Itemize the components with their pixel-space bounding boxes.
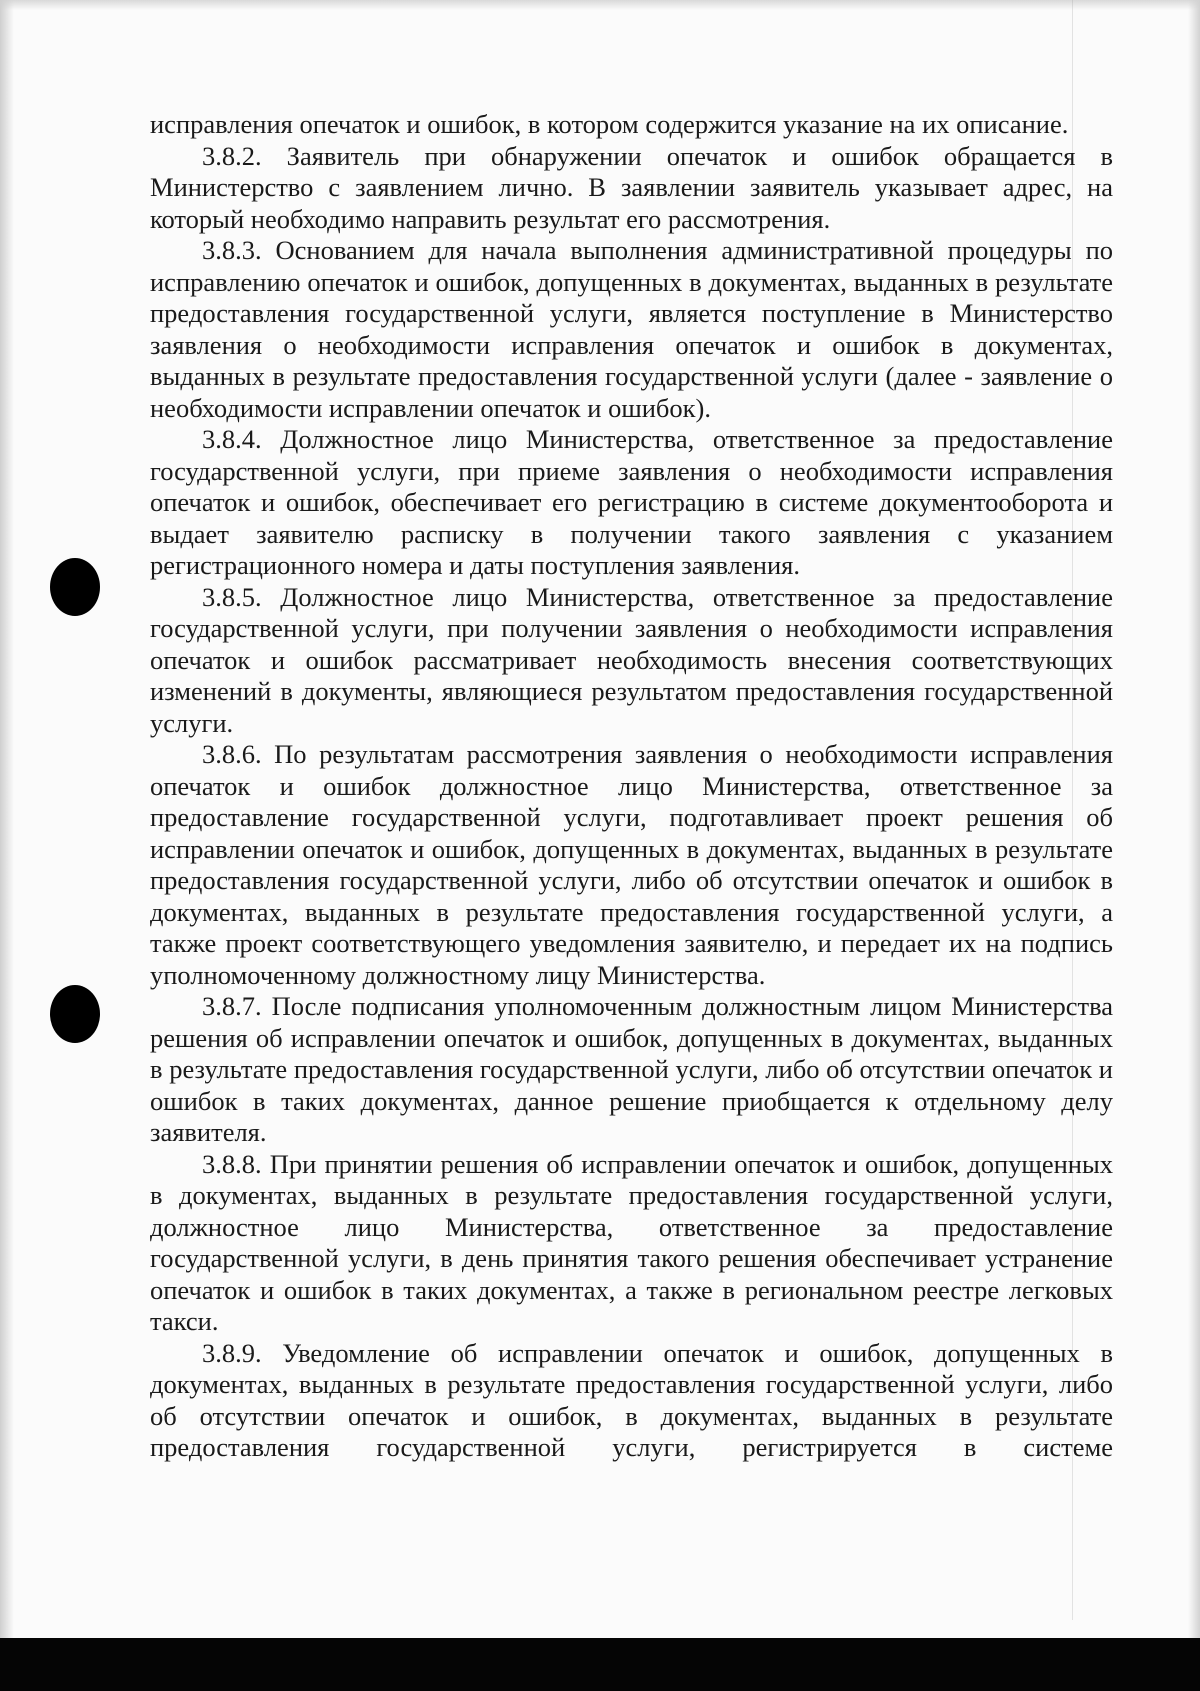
paragraph-3-8-4: 3.8.4. Должностное лицо Министерства, ответственное за предоставление государственной услуги, при приеме заявления о необходимости исправления опечаток и ошибок, обеспечивает его регистрацию в системе документооборота и выдает заявителю расписку в получении такого заявления с указанием регистрационного номера и даты поступления заявления. (150, 424, 1113, 580)
scan-edge-left (0, 0, 14, 1691)
scan-bottom-border (0, 1638, 1200, 1691)
paragraph-3-8-5: 3.8.5. Должностное лицо Министерства, ответственное за предоставление государственной услуги, при получении заявления о необходимости исправления опечаток и ошибок рассматривает необходимость внесения соответствующих изменений в документы, являющиеся результатом предоставления государственной услуги. (150, 581, 1113, 738)
scan-edge-right (1188, 0, 1200, 1691)
paragraph-3-8-8: 3.8.8. При принятии решения об исправлении опечаток и ошибок, допущенных в документах, выданных в результате предоставления государственной услуги, должностное лицо Министерства, ответственное за предоставление государственной услуги, в день принятия такого решения обеспечивает устранение опечаток и ошибок в таких документах, а также в региональном реестре легковых такси. (150, 1148, 1113, 1336)
paragraph-3-8-6: 3.8.6. По результатам рассмотрения заявления о необходимости исправления опечаток и ошибок должностное лицо Министерства, ответственное за предоставление государственной услуги, подготавливает проект решения об исправлении опечаток и ошибок, допущенных в документах, выданных в результате предоставления государственной услуги, либо об отсутствии опечаток и ошибок в документах, выданных в результате предоставления государственной услуги, а также проект соответствующего уведомления заявителю, и передает их на подпись уполномоченному должностному лицу Министерства. (150, 739, 1113, 990)
paragraph-3-8-9: 3.8.9. Уведомление об исправлении опечаток и ошибок, допущенных в документах, выданных в результате предоставления государственной услуги, либо об отсутствии опечаток и ошибок, в документах, выданных в результате предоставления государственной услуги, регистрируется в системе (150, 1337, 1113, 1462)
paragraph-3-8-2: 3.8.2. Заявитель при обнаружении опечаток и ошибок обращается в Министерство с заявлением лично. В заявлении заявитель указывает адрес, на который необходимо направить результат его рассмотрения. (150, 140, 1113, 234)
paragraph-3-8-3: 3.8.3. Основанием для начала выполнения административной процедуры по исправлению опечаток и ошибок, допущенных в документах, выданных в результате предоставления государственной услуги, является поступление в Министерство заявления о необходимости исправления опечаток и ошибок в документах, выданных в результате предоставления государственной услуги (далее - заявление о необходимости исправлении опечаток и ошибок). (150, 235, 1113, 423)
document-body (150, 109, 1113, 1464)
punch-hole (50, 985, 100, 1043)
paragraph-continuation: исправления опечаток и ошибок, в котором содержится указание на их описание. (150, 109, 1069, 139)
scan-edge-top (0, 0, 1200, 10)
punch-hole (50, 558, 100, 616)
paragraph-3-8-7: 3.8.7. После подписания уполномоченным должностным лицом Министерства решения об исправлении опечаток и ошибок, допущенных в документах, выданных в результате предоставления государственной услуги, либо об отсутствии опечаток и ошибок в таких документах, данное решение приобщается к отдельному делу заявителя. (150, 991, 1113, 1147)
